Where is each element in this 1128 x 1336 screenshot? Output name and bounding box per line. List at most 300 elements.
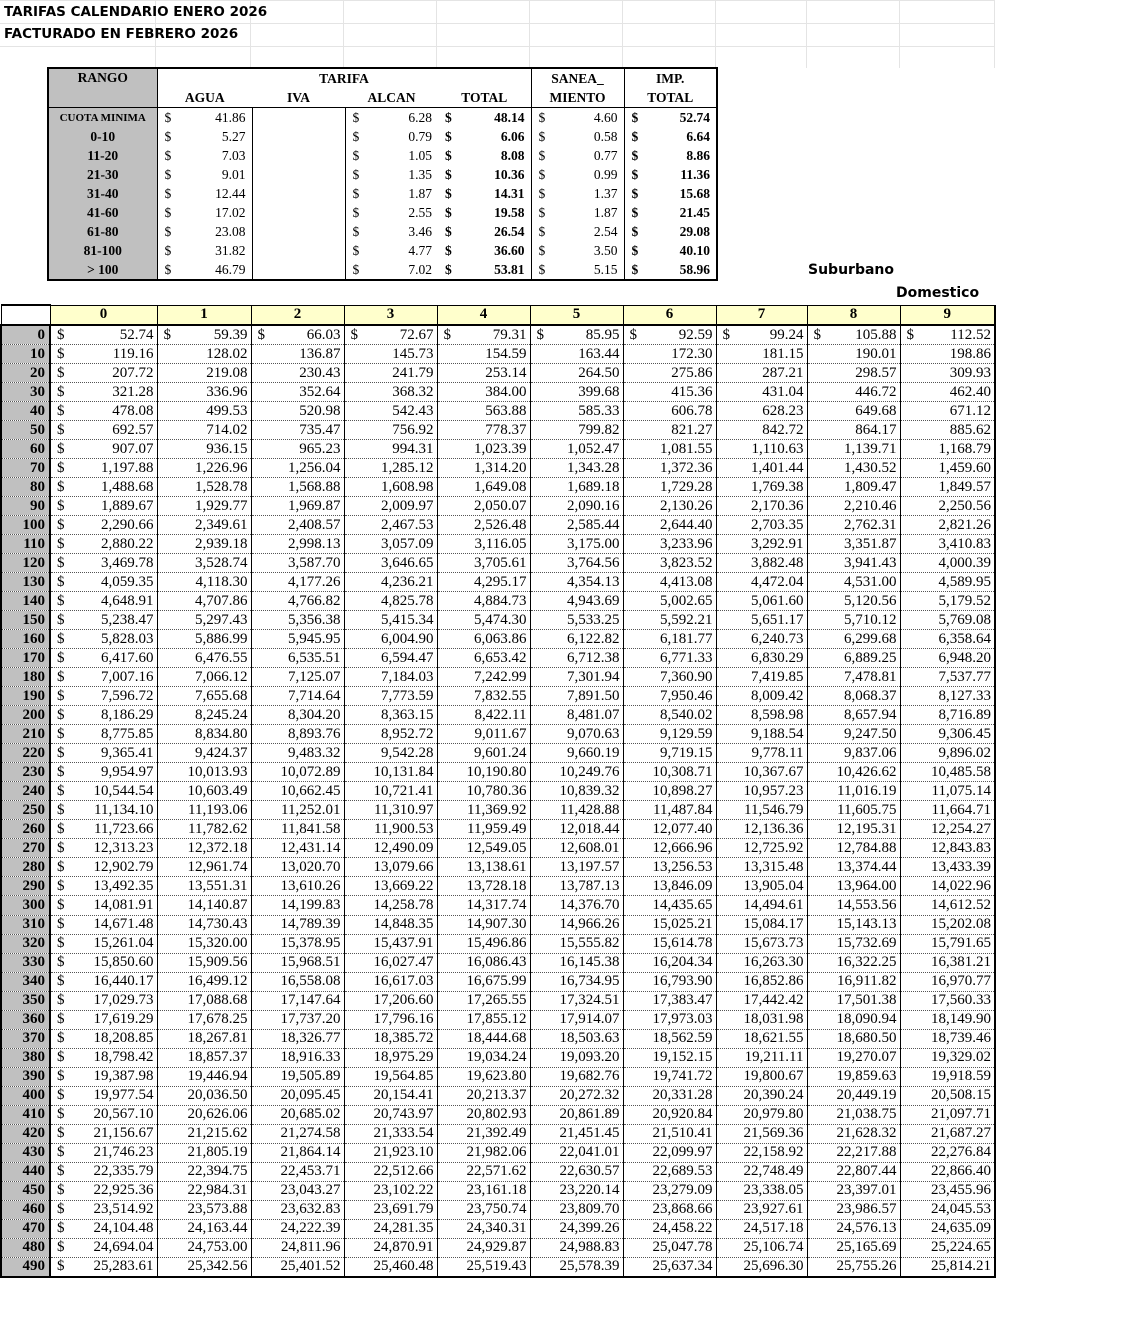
price-cell[interactable] xyxy=(716,991,807,1010)
iva-cell[interactable] xyxy=(252,108,345,128)
price-cell[interactable] xyxy=(900,573,995,592)
row-label[interactable]: 490 xyxy=(1,1257,50,1277)
row-label[interactable]: 90 xyxy=(1,497,50,516)
price-cell[interactable] xyxy=(900,896,995,915)
price-cell[interactable] xyxy=(530,1010,623,1029)
price-cell[interactable] xyxy=(807,915,900,934)
price-cell[interactable] xyxy=(50,915,157,934)
row-label[interactable]: 110 xyxy=(1,535,50,554)
price-cell[interactable] xyxy=(344,1124,437,1143)
price-cell[interactable] xyxy=(437,402,530,421)
price-cell[interactable] xyxy=(251,345,344,364)
price-cell[interactable] xyxy=(623,383,716,402)
iva-cell[interactable] xyxy=(252,165,345,184)
price-cell[interactable] xyxy=(50,687,157,706)
price-cell[interactable] xyxy=(344,801,437,820)
row-label[interactable]: 130 xyxy=(1,573,50,592)
price-cell[interactable] xyxy=(716,1086,807,1105)
price-cell[interactable] xyxy=(530,1143,623,1162)
price-cell[interactable] xyxy=(807,459,900,478)
price-cell[interactable] xyxy=(807,1200,900,1219)
price-cell[interactable] xyxy=(530,706,623,725)
iva-cell[interactable] xyxy=(252,127,345,146)
price-cell[interactable] xyxy=(530,478,623,497)
price-cell[interactable] xyxy=(900,1105,995,1124)
price-cell[interactable] xyxy=(344,953,437,972)
price-cell[interactable] xyxy=(251,630,344,649)
price-cell[interactable] xyxy=(157,1067,251,1086)
price-cell[interactable] xyxy=(716,877,807,896)
price-cell[interactable] xyxy=(437,345,530,364)
price-cell[interactable] xyxy=(157,744,251,763)
price-cell[interactable] xyxy=(50,402,157,421)
price-cell[interactable] xyxy=(716,516,807,535)
price-cell[interactable] xyxy=(623,706,716,725)
price-cell[interactable] xyxy=(716,934,807,953)
price-cell[interactable] xyxy=(157,896,251,915)
price-cell[interactable] xyxy=(157,820,251,839)
price-cell[interactable] xyxy=(50,668,157,687)
price-cell[interactable] xyxy=(437,744,530,763)
header-total[interactable]: TOTAL xyxy=(438,88,531,108)
price-cell[interactable] xyxy=(50,630,157,649)
price-cell[interactable] xyxy=(716,630,807,649)
price-cell[interactable] xyxy=(50,972,157,991)
price-cell[interactable] xyxy=(623,592,716,611)
price-cell[interactable] xyxy=(623,896,716,915)
price-cell[interactable] xyxy=(344,1238,437,1257)
price-cell[interactable] xyxy=(623,687,716,706)
price-cell[interactable] xyxy=(437,820,530,839)
price-cell[interactable] xyxy=(807,1048,900,1067)
price-cell[interactable] xyxy=(157,1010,251,1029)
price-cell[interactable] xyxy=(157,991,251,1010)
price-cell[interactable] xyxy=(716,383,807,402)
price-cell[interactable] xyxy=(437,1181,530,1200)
price-cell[interactable] xyxy=(530,1124,623,1143)
price-cell[interactable] xyxy=(344,516,437,535)
row-label[interactable]: 240 xyxy=(1,782,50,801)
price-cell[interactable] xyxy=(50,1143,157,1162)
price-cell[interactable] xyxy=(157,325,251,345)
price-cell[interactable] xyxy=(251,1010,344,1029)
price-cell[interactable] xyxy=(716,1162,807,1181)
price-cell[interactable] xyxy=(530,383,623,402)
price-cell[interactable] xyxy=(530,554,623,573)
price-cell[interactable] xyxy=(716,497,807,516)
price-cell[interactable] xyxy=(437,706,530,725)
price-cell[interactable] xyxy=(807,402,900,421)
price-cell[interactable] xyxy=(251,325,344,345)
price-cell[interactable] xyxy=(437,325,530,345)
price-cell[interactable] xyxy=(623,1010,716,1029)
row-label[interactable]: 330 xyxy=(1,953,50,972)
rango-cell[interactable] xyxy=(48,108,157,128)
price-cell[interactable] xyxy=(50,782,157,801)
price-cell[interactable] xyxy=(344,440,437,459)
price-cell[interactable] xyxy=(344,1143,437,1162)
price-cell[interactable] xyxy=(530,421,623,440)
row-label[interactable]: 470 xyxy=(1,1219,50,1238)
row-label[interactable]: 400 xyxy=(1,1086,50,1105)
price-cell[interactable] xyxy=(530,687,623,706)
price-cell[interactable] xyxy=(251,1181,344,1200)
price-cell[interactable] xyxy=(716,592,807,611)
price-cell[interactable] xyxy=(530,782,623,801)
price-cell[interactable] xyxy=(157,611,251,630)
price-cell[interactable] xyxy=(716,1010,807,1029)
price-cell[interactable] xyxy=(900,1200,995,1219)
alcan-cell[interactable] xyxy=(345,184,438,203)
price-cell[interactable] xyxy=(623,497,716,516)
price-cell[interactable] xyxy=(623,839,716,858)
price-cell[interactable] xyxy=(251,1143,344,1162)
price-cell[interactable] xyxy=(623,858,716,877)
row-label[interactable]: 340 xyxy=(1,972,50,991)
price-cell[interactable] xyxy=(251,706,344,725)
price-cell[interactable] xyxy=(157,1048,251,1067)
iva-cell[interactable] xyxy=(252,184,345,203)
price-cell[interactable] xyxy=(716,459,807,478)
price-cell[interactable] xyxy=(344,1200,437,1219)
price-cell[interactable] xyxy=(716,1105,807,1124)
price-cell[interactable] xyxy=(716,364,807,383)
price-cell[interactable] xyxy=(344,839,437,858)
price-cell[interactable] xyxy=(900,535,995,554)
price-cell[interactable] xyxy=(344,934,437,953)
price-cell[interactable] xyxy=(530,1162,623,1181)
price-cell[interactable] xyxy=(437,687,530,706)
price-cell[interactable] xyxy=(807,535,900,554)
price-cell[interactable] xyxy=(344,725,437,744)
rango-cell[interactable] xyxy=(48,203,157,222)
price-cell[interactable] xyxy=(50,820,157,839)
agua-cell[interactable] xyxy=(157,241,252,260)
price-cell[interactable] xyxy=(900,915,995,934)
price-cell[interactable] xyxy=(251,459,344,478)
price-cell[interactable] xyxy=(623,1143,716,1162)
price-cell[interactable] xyxy=(716,1143,807,1162)
price-cell[interactable] xyxy=(344,1162,437,1181)
price-cell[interactable] xyxy=(716,325,807,345)
price-cell[interactable] xyxy=(530,497,623,516)
price-cell[interactable] xyxy=(900,421,995,440)
saneamiento-cell[interactable] xyxy=(531,146,624,165)
price-cell[interactable] xyxy=(530,991,623,1010)
price-cell[interactable] xyxy=(437,573,530,592)
price-cell[interactable] xyxy=(437,459,530,478)
price-cell[interactable] xyxy=(716,1048,807,1067)
price-cell[interactable] xyxy=(251,877,344,896)
alcan-cell[interactable] xyxy=(345,260,438,280)
price-cell[interactable] xyxy=(344,744,437,763)
price-cell[interactable] xyxy=(807,1238,900,1257)
price-cell[interactable] xyxy=(716,858,807,877)
row-label[interactable]: 140 xyxy=(1,592,50,611)
price-cell[interactable] xyxy=(623,364,716,383)
price-cell[interactable] xyxy=(716,440,807,459)
alcan-cell[interactable] xyxy=(345,203,438,222)
price-cell[interactable] xyxy=(530,573,623,592)
price-cell[interactable] xyxy=(157,953,251,972)
row-label[interactable]: 60 xyxy=(1,440,50,459)
price-cell[interactable] xyxy=(437,554,530,573)
price-cell[interactable] xyxy=(530,1238,623,1257)
row-label[interactable]: 460 xyxy=(1,1200,50,1219)
price-cell[interactable] xyxy=(623,915,716,934)
price-cell[interactable] xyxy=(344,554,437,573)
iva-cell[interactable] xyxy=(252,146,345,165)
saneamiento-cell[interactable] xyxy=(531,222,624,241)
price-cell[interactable] xyxy=(50,1238,157,1257)
price-cell[interactable] xyxy=(530,1257,623,1277)
row-label[interactable]: 10 xyxy=(1,345,50,364)
price-cell[interactable] xyxy=(157,383,251,402)
price-cell[interactable] xyxy=(900,668,995,687)
price-cell[interactable] xyxy=(50,1067,157,1086)
price-cell[interactable] xyxy=(251,649,344,668)
row-label[interactable]: 360 xyxy=(1,1010,50,1029)
price-cell[interactable] xyxy=(900,516,995,535)
imp-total-cell[interactable] xyxy=(624,127,717,146)
price-cell[interactable] xyxy=(157,1238,251,1257)
price-cell[interactable] xyxy=(807,896,900,915)
price-cell[interactable] xyxy=(344,402,437,421)
agua-cell[interactable] xyxy=(157,146,252,165)
agua-cell[interactable] xyxy=(157,260,252,280)
price-cell[interactable] xyxy=(251,421,344,440)
price-cell[interactable] xyxy=(900,877,995,896)
price-cell[interactable] xyxy=(716,668,807,687)
price-cell[interactable] xyxy=(251,820,344,839)
price-cell[interactable] xyxy=(716,782,807,801)
price-cell[interactable] xyxy=(900,364,995,383)
price-cell[interactable] xyxy=(344,459,437,478)
price-cell[interactable] xyxy=(344,668,437,687)
price-cell[interactable] xyxy=(900,592,995,611)
price-cell[interactable] xyxy=(623,1105,716,1124)
row-label[interactable]: 480 xyxy=(1,1238,50,1257)
price-cell[interactable] xyxy=(623,611,716,630)
price-cell[interactable] xyxy=(807,345,900,364)
price-cell[interactable] xyxy=(344,991,437,1010)
price-cell[interactable] xyxy=(716,953,807,972)
price-cell[interactable] xyxy=(437,1067,530,1086)
price-cell[interactable] xyxy=(251,554,344,573)
price-cell[interactable] xyxy=(623,325,716,345)
price-cell[interactable] xyxy=(807,573,900,592)
price-cell[interactable] xyxy=(900,858,995,877)
price-cell[interactable] xyxy=(157,554,251,573)
row-label[interactable]: 40 xyxy=(1,402,50,421)
price-cell[interactable] xyxy=(157,972,251,991)
price-cell[interactable] xyxy=(251,1105,344,1124)
price-cell[interactable] xyxy=(807,763,900,782)
price-cell[interactable] xyxy=(530,763,623,782)
price-cell[interactable] xyxy=(807,744,900,763)
price-cell[interactable] xyxy=(623,782,716,801)
price-cell[interactable] xyxy=(344,345,437,364)
price-cell[interactable] xyxy=(251,573,344,592)
price-cell[interactable] xyxy=(530,440,623,459)
alcan-cell[interactable] xyxy=(345,127,438,146)
price-cell[interactable] xyxy=(623,1181,716,1200)
price-cell[interactable] xyxy=(900,706,995,725)
price-cell[interactable] xyxy=(530,820,623,839)
sheet-title-line-2[interactable]: FACTURADO EN FEBRERO 2026 xyxy=(4,26,239,42)
row-label[interactable]: 300 xyxy=(1,896,50,915)
price-cell[interactable] xyxy=(50,1257,157,1277)
price-cell[interactable] xyxy=(437,421,530,440)
price-cell[interactable] xyxy=(807,1257,900,1277)
price-cell[interactable] xyxy=(437,1086,530,1105)
row-label[interactable]: 20 xyxy=(1,364,50,383)
price-cell[interactable] xyxy=(344,782,437,801)
alcan-cell[interactable] xyxy=(345,241,438,260)
price-cell[interactable] xyxy=(530,459,623,478)
price-cell[interactable] xyxy=(716,1238,807,1257)
imp-total-cell[interactable] xyxy=(624,108,717,128)
price-cell[interactable] xyxy=(807,972,900,991)
price-cell[interactable] xyxy=(157,934,251,953)
price-cell[interactable] xyxy=(623,1219,716,1238)
price-cell[interactable] xyxy=(623,1162,716,1181)
price-cell[interactable] xyxy=(50,554,157,573)
price-cell[interactable] xyxy=(530,1086,623,1105)
total-cell[interactable] xyxy=(438,241,531,260)
price-cell[interactable] xyxy=(900,1010,995,1029)
price-cell[interactable] xyxy=(623,953,716,972)
price-cell[interactable] xyxy=(807,1010,900,1029)
column-header[interactable]: 1 xyxy=(157,305,251,325)
saneamiento-cell[interactable] xyxy=(531,127,624,146)
price-cell[interactable] xyxy=(437,364,530,383)
price-cell[interactable] xyxy=(716,839,807,858)
saneamiento-cell[interactable] xyxy=(531,165,624,184)
saneamiento-cell[interactable] xyxy=(531,203,624,222)
price-cell[interactable] xyxy=(50,763,157,782)
price-cell[interactable] xyxy=(50,858,157,877)
rango-cell[interactable] xyxy=(48,165,157,184)
price-cell[interactable] xyxy=(807,877,900,896)
column-header[interactable]: 8 xyxy=(807,305,900,325)
rango-cell[interactable] xyxy=(48,241,157,260)
price-cell[interactable] xyxy=(251,915,344,934)
price-cell[interactable] xyxy=(251,478,344,497)
price-cell[interactable] xyxy=(157,1162,251,1181)
price-cell[interactable] xyxy=(807,858,900,877)
price-cell[interactable] xyxy=(900,630,995,649)
row-label[interactable]: 50 xyxy=(1,421,50,440)
price-cell[interactable] xyxy=(251,516,344,535)
column-header[interactable]: 9 xyxy=(900,305,995,325)
price-cell[interactable] xyxy=(251,687,344,706)
price-cell[interactable] xyxy=(900,1143,995,1162)
price-cell[interactable] xyxy=(716,554,807,573)
price-cell[interactable] xyxy=(157,497,251,516)
price-cell[interactable] xyxy=(807,1181,900,1200)
price-cell[interactable] xyxy=(251,744,344,763)
price-cell[interactable] xyxy=(530,1181,623,1200)
price-cell[interactable] xyxy=(251,592,344,611)
price-cell[interactable] xyxy=(50,1200,157,1219)
price-cell[interactable] xyxy=(716,478,807,497)
price-cell[interactable] xyxy=(623,573,716,592)
price-cell[interactable] xyxy=(157,478,251,497)
price-cell[interactable] xyxy=(437,877,530,896)
price-cell[interactable] xyxy=(437,1124,530,1143)
price-cell[interactable] xyxy=(344,421,437,440)
rango-cell[interactable] xyxy=(48,146,157,165)
alcan-cell[interactable] xyxy=(345,108,438,128)
price-cell[interactable] xyxy=(50,345,157,364)
saneamiento-cell[interactable] xyxy=(531,108,624,128)
price-cell[interactable] xyxy=(530,1200,623,1219)
price-cell[interactable] xyxy=(900,649,995,668)
row-label[interactable]: 440 xyxy=(1,1162,50,1181)
price-cell[interactable] xyxy=(50,611,157,630)
row-label[interactable]: 100 xyxy=(1,516,50,535)
price-cell[interactable] xyxy=(344,1048,437,1067)
price-cell[interactable] xyxy=(807,554,900,573)
price-cell[interactable] xyxy=(50,1105,157,1124)
iva-cell[interactable] xyxy=(252,222,345,241)
imp-total-cell[interactable] xyxy=(624,184,717,203)
price-cell[interactable] xyxy=(50,1048,157,1067)
price-cell[interactable] xyxy=(437,516,530,535)
price-cell[interactable] xyxy=(900,1257,995,1277)
price-cell[interactable] xyxy=(807,782,900,801)
price-cell[interactable] xyxy=(50,459,157,478)
price-cell[interactable] xyxy=(344,858,437,877)
price-cell[interactable] xyxy=(900,1219,995,1238)
row-label[interactable]: 190 xyxy=(1,687,50,706)
price-cell[interactable] xyxy=(900,440,995,459)
row-label[interactable]: 30 xyxy=(1,383,50,402)
price-cell[interactable] xyxy=(50,364,157,383)
rango-cell[interactable] xyxy=(48,260,157,280)
row-label[interactable]: 270 xyxy=(1,839,50,858)
price-cell[interactable] xyxy=(157,1219,251,1238)
price-cell[interactable] xyxy=(157,839,251,858)
agua-cell[interactable] xyxy=(157,184,252,203)
price-cell[interactable] xyxy=(157,858,251,877)
price-cell[interactable] xyxy=(50,1162,157,1181)
agua-cell[interactable] xyxy=(157,203,252,222)
price-cell[interactable] xyxy=(157,649,251,668)
price-cell[interactable] xyxy=(530,972,623,991)
price-cell[interactable] xyxy=(50,592,157,611)
alcan-cell[interactable] xyxy=(345,222,438,241)
price-cell[interactable] xyxy=(807,1162,900,1181)
price-cell[interactable] xyxy=(530,934,623,953)
total-cell[interactable] xyxy=(438,165,531,184)
price-cell[interactable] xyxy=(344,877,437,896)
header-tarifa[interactable]: TARIFA xyxy=(157,68,531,88)
header-iva[interactable]: IVA xyxy=(252,88,345,108)
price-cell[interactable] xyxy=(530,1219,623,1238)
price-cell[interactable] xyxy=(157,440,251,459)
price-cell[interactable] xyxy=(530,649,623,668)
price-cell[interactable] xyxy=(344,573,437,592)
price-cell[interactable] xyxy=(157,1200,251,1219)
price-cell[interactable] xyxy=(344,1010,437,1029)
price-cell[interactable] xyxy=(50,706,157,725)
price-cell[interactable] xyxy=(716,687,807,706)
total-cell[interactable] xyxy=(438,127,531,146)
price-cell[interactable] xyxy=(437,383,530,402)
price-cell[interactable] xyxy=(900,953,995,972)
